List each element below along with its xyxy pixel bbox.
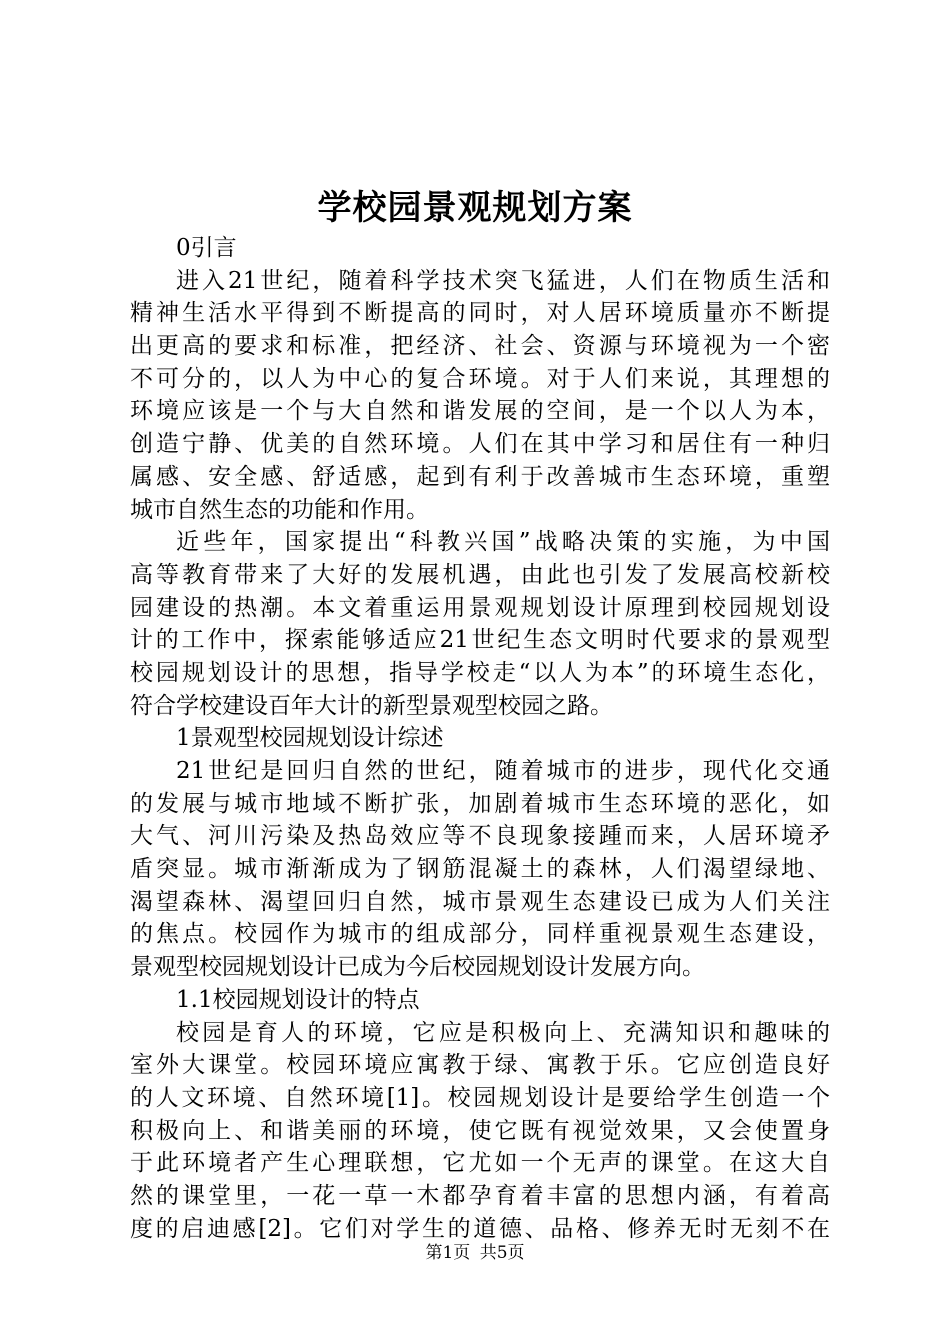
text-line: 校园是育人的环境，它应是积极向上、充满知识和趣味的 [176,1019,830,1046]
text-line: 高等教育带来了大好的发展机遇，由此也引发了发展高校新校 [130,561,830,588]
text-line: 的焦点。校园作为城市的组成部分，同样重视景观生态建设， [130,921,830,948]
text-line: 景观型校园规划设计已成为今后校园规划设计发展方向。 [130,954,705,981]
text-line: 出更高的要求和标准，把经济、社会、资源与环境视为一个密 [130,333,830,360]
text-line: 渴望森林、渴望回归自然，城市景观生态建设已成为人们关注 [130,888,830,915]
text-line: 进入21世纪，随着科学技术突飞猛进，人们在物质生活和 [176,267,830,294]
text-line: 1景观型校园规划设计综述 [176,725,444,752]
text-line: 属感、安全感、舒适感，起到有利于改善城市生态环境，重塑 [130,463,830,490]
text-line: 于此环境者产生心理联想，它尤如一个无声的课堂。在这大自 [130,1150,830,1177]
text-line: 的人文环境、自然环境[1]。校园规划设计是要给学生创造一个 [130,1084,830,1111]
text-line: 计的工作中，探索能够适应21世纪生态文明时代要求的景观型 [130,627,830,654]
text-line: 校园规划设计的思想，指导学校走“以人为本”的环境生态化， [130,659,830,686]
text-line: 精神生活水平得到不断提高的同时，对人居环境质量亦不断提 [130,300,830,327]
text-line: 盾突显。城市渐渐成为了钢筋混凝土的森林，人们渴望绿地、 [130,856,830,883]
document-body [130,232,830,1245]
text-line: 积极向上、和谐美丽的环境，使它既有视觉效果，又会使置身 [130,1117,830,1144]
text-line: 近些年，国家提出“科教兴国”战略决策的实施，为中国 [176,529,830,556]
text-line: 的发展与城市地域不断扩张，加剧着城市生态环境的恶化，如 [130,790,830,817]
text-line: 城市自然生态的功能和作用。 [130,496,429,523]
text-line: 大气、河川污染及热岛效应等不良现象接踵而来，人居环境矛 [130,823,830,850]
document-title: 学校园景观规划方案 [317,188,633,228]
text-line: 21世纪是回归自然的世纪，随着城市的进步，现代化交通 [176,758,830,784]
text-line: 0引言 [176,235,237,261]
page-total: 共5页 [479,1243,525,1263]
text-line: 环境应该是一个与大自然和谐发展的空间，是一个以人为本， [130,398,830,425]
text-line: 符合学校建设百年大计的新型景观型校园之路。 [130,692,613,719]
text-line: 不可分的，以人为中心的复合环境。对于人们来说，其理想的 [130,365,830,392]
text-line: 创造宁静、优美的自然环境。人们在其中学习和居住有一种归 [130,431,830,458]
page-number: 第1页 [425,1243,471,1263]
text-line: 室外大课堂。校园环境应寓教于绿、寓教于乐。它应创造良好 [130,1052,830,1079]
text-line: 1.1校园规划设计的特点 [176,986,420,1013]
page-footer [0,1241,950,1265]
text-line: 然的课堂里，一花一草一木都孕育着丰富的思想内涵，有着高 [130,1182,830,1209]
text-line: 园建设的热潮。本文着重运用景观规划设计原理到校园规划设 [130,594,830,621]
text-line: 度的启迪感[2]。它们对学生的道德、品格、修养无时无刻不在 [130,1215,830,1242]
